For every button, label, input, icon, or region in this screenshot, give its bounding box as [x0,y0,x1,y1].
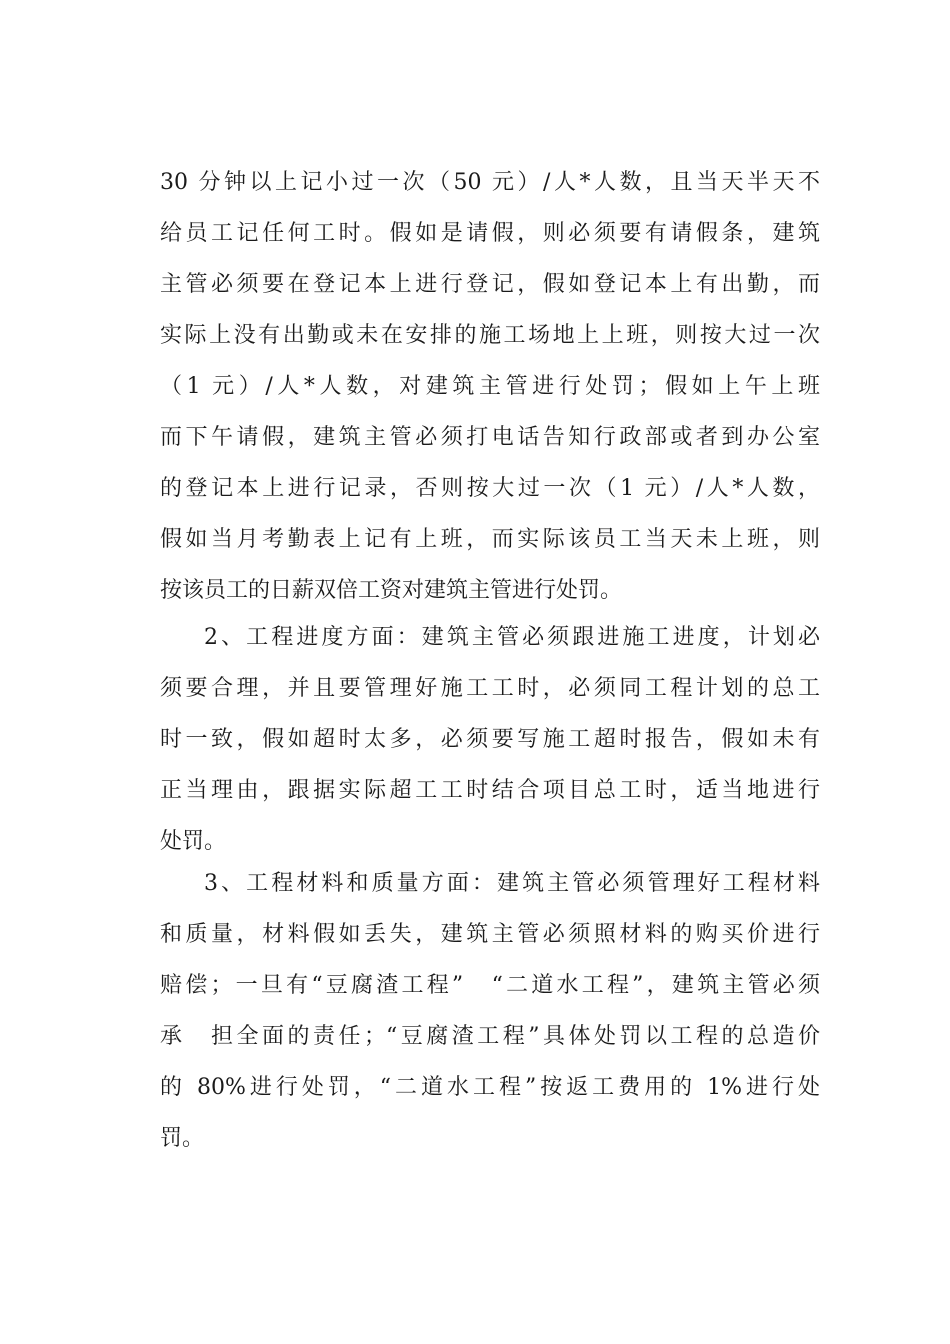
text-line: 给员工记任何工时。假如是请假，则必须要有请假条，建筑 [160,221,820,246]
text-line: 承 担全面的责任；“豆腐渣工程”具体处罚以工程的总造价 [160,1024,820,1049]
text-line: 处罚。 [160,829,227,854]
text-line: 赔偿；一旦有“豆腐渣工程” “二道水工程”，建筑主管必须 [160,973,820,998]
text-line: 时一致，假如超时太多，必须要写施工超时报告，假如未有 [160,727,820,752]
text-line: 2、工程进度方面：建筑主管必须跟进施工进度，计划必 [204,625,820,650]
text-line: 而下午请假，建筑主管必须打电话告知行政部或者到办公室 [160,425,820,450]
text-line: 和质量，材料假如丢失，建筑主管必须照材料的购买价进行 [160,922,820,947]
text-line: 实际上没有出勤或未在安排的施工场地上上班，则按大过一次 [160,323,820,348]
text-line: 3、工程材料和质量方面：建筑主管必须管理好工程材料 [204,871,820,896]
text-line: 的登记本上进行记录，否则按大过一次（1 元）/人*人数， [160,476,820,501]
text-line: 的 80%进行处罚，“二道水工程”按返工费用的 1%进行处 [160,1075,820,1100]
text-line: 30 分钟以上记小过一次（50 元）/人*人数，且当天半天不 [160,170,820,195]
text-line: 罚。 [160,1126,205,1151]
text-line: 正当理由，跟据实际超工工时结合项目总工时，适当地进行 [160,778,820,803]
text-line: 须要合理，并且要管理好施工工时，必须同工程计划的总工 [160,676,820,701]
paragraph-attendance [160,157,820,616]
paragraph-progress [160,612,820,867]
text-line: 主管必须要在登记本上进行登记，假如登记本上有出勤，而 [160,272,820,297]
text-line: 按该员工的日薪双倍工资对建筑主管进行处罚。 [160,578,623,603]
paragraph-materials-quality [160,858,820,1164]
text-line: （1 元）/人*人数，对建筑主管进行处罚；假如上午上班 [160,374,820,399]
text-line: 假如当月考勤表上记有上班，而实际该员工当天未上班，则 [160,527,820,552]
